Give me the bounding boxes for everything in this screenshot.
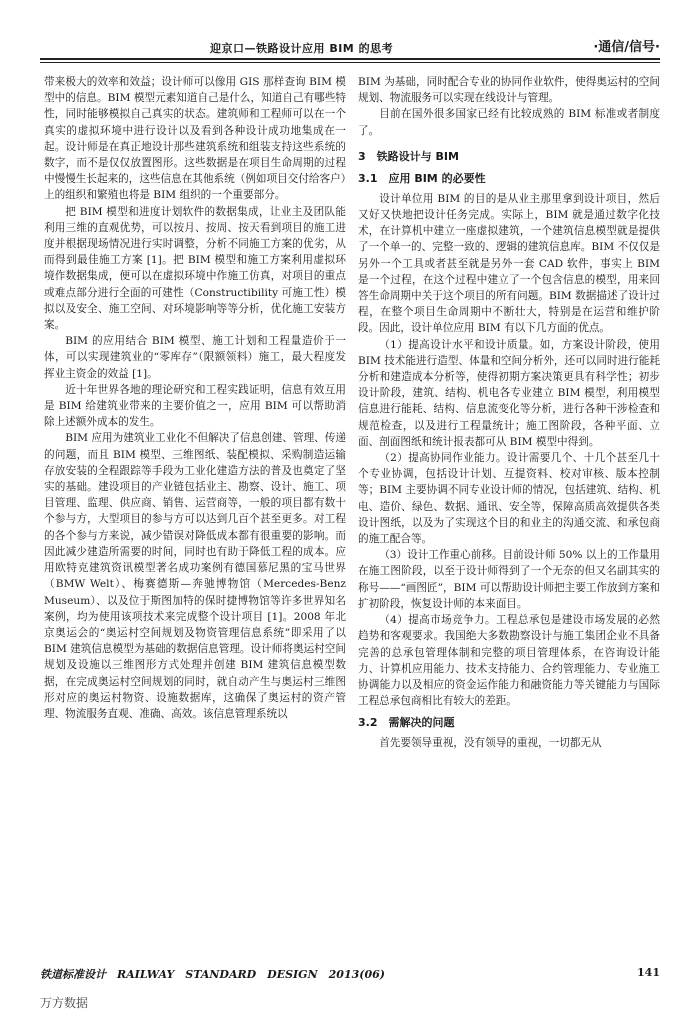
paragraph: BIM 应用为建筑业工业化不但解决了信息创建、管理、传递的问题，而且 BIM 模型、三维图纸、装配模拟、采购制造运输存放安装的全程跟踪等手段为工业化建造方法的普及也奠定了坚实的基础。建设项目的产业链包括业主、勘察、设计、施工、项目管理、监理、供应商、销售、运营商等，一般的项目都有数十个参与方，大型项目的参与方可以达到几百个甚至更多。对工程的各个参与方来说，减少错误对降低成本都有很重要的影响。而因此减少建造所需要的时间，同时也有助于降低工程的成本。应用欧特克建筑资讯模型著名成功案例有德国慕尼黑的宝马世界（BMW Welt）、梅赛德斯—奔驰博物馆（Mercedes-Benz Museum）、以及位于斯图加特的保时捷博物馆等许多世界知名案例，均为使用该项技术来完成整个设计项目 [1]。2008 年北京奥运会的“奥运村空间规划及物资管理信息系统”即采用了以 BIM 建筑信息模型为基础的数据信息管理。设计师将奥运村空间规划及设施以三维图形方式处理并创建 BIM 建筑信息模型数据，在完成奥运村空间规划的同时，就自动产生与奥运村三维图形对应的奥运村物资、设施数据库，这确保了奥运村的资产管理、物流服务直观、准确、高效。该信息管理系统以 [44,432,346,720]
watermark: 万方数据 [40,996,89,1010]
page-footer [40,966,660,984]
paragraph: （1）提高设计水平和设计质量。如，方案设计阶段，使用 BIM 技术能进行造型、体量和空间分析外，还可以同时进行能耗分析和建造成本分析等，使得初期方案决策更具有科学性；初步设计阶段，建筑、结构、机电各专业建立 BIM 模型，利用模型信息进行能耗、结构、信息流变化等分析，进行各种干涉检查和规范检查，以及进行工程量统计；施工图阶段，各种平面、立面、剖面图纸和统计报表都可从 BIM 模型中得到。 [358,338,660,448]
paragraph: （4）提高市场竞争力。工程总承包是建设市场发展的必然趋势和客观要求。我国绝大多数勘察设计与施工集团企业不具备完善的总承包管理体制和完整的项目管理体系，在咨询设计能力、计算机应用能力、技术支持能力、合约管理能力、专业施工协调能力以及相应的资金运作能力和融资能力等关键能力与国际工程总承包商相比有较大的差距。 [358,614,660,708]
paragraph: （2）提高协同作业能力。设计需要几个、十几个甚至几十个专业协调，包括设计计划、互提资料、校对审核、版本控制等；BIM 主要协调不同专业设计师的情况，包括建筑、结构、机电、造价、绿色、数据、通讯、安全等，保障高质高效提供各类设计图纸，以及为了实现这个目的和业主的沟通交流、和承包商的施工配合等。 [358,452,660,546]
paragraph: 带来极大的效率和效益；设计师可以像用 GIS 那样查询 BIM 模型中的信息。BIM 模型元素知道自己是什么，知道自己有哪些特性，同时能够模拟自己真实的状态。建筑师和工程师可以在一个真实的虚拟环境中进行设计以及看到各种设计成功地集成在一起。设计师是在真正地设计那些建筑系统和组装支持这些系统的数字，而不是仅仅放置图形。这些数据是在项目生命周期的过程中慢慢生长起来的，这些信息在其他系统（例如项目交付给客户）上的组织和繁殖也将是 BIM 组织的一个重要部分。 [44,76,346,202]
subsection-heading-3-1: 3.1 应用 BIM 的必要性 [358,171,486,185]
paragraph: 首先要领导重视，没有领导的重视，一切都无从 [379,737,602,750]
paragraph: BIM 的应用结合 BIM 模型、施工计划和工程量造价于一体，可以实现建筑业的“零库存”（限额领料）施工，最大程度发挥业主资金的效益 [1]。 [44,335,346,380]
journal-name: 铁道标准设计 RAILWAY STANDARD DESIGN 2013(06) [40,968,385,981]
header-rule-thick [40,58,660,60]
paragraph: 近十年世界各地的理论研究和工程实践证明，信息有效互用是 BIM 给建筑业带来的主要价值之一，应用 BIM 可以帮助消除上述额外成本的发生。 [44,383,346,429]
header-rule-thin [40,62,660,63]
paragraph: （3）设计工作重心前移。目前设计师 50% 以上的工作量用在施工图阶段，以至于设计师得到了一个无奈的但又名副其实的称号——“画图匠”，BIM 可以帮助设计师把主要工作放到方案和扩初阶段，恢复设计师的本来面目。 [358,549,660,610]
page-number: 141 [637,966,660,979]
subsection-heading-3-2: 3.2 需解决的问题 [358,716,455,730]
left-column [44,74,346,954]
paragraph: 把 BIM 模型和进度计划软件的数据集成，让业主及团队能利用三维的直观优势，可以按月、按周、按天看到项目的施工进度并根据现场情况进行实时调整，分析不同施工方案的优劣，从而得到最佳施工方案 [1]。把 BIM 模型和施工方案利用虚拟环境作数据集成，便可以在虚拟环境中作施工仿真，对项目的重点或难点部分进行全面的可建性（Constructibility 可施工性）模拟以及安全、施工空间、对环境影响等等分析，优化施工安装方案。 [44,205,346,332]
page-header [40,34,660,68]
section-heading-3: 3 铁路设计与 BIM [358,149,459,163]
right-column [358,74,660,954]
section-tag: ·通信/信号· [593,40,660,55]
paragraph: 设计单位用 BIM 的目的是从业主那里拿到设计项目，然后又好又快地把设计任务完成。实际上，BIM 就是通过数字化技术，在计算机中建立一座虚拟建筑，一个建筑信息模型就是提供了一个单一的、完整一致的、逻辑的建筑信息库。BIM 不仅仅是另外一个工具或者甚至就是另外一套 CAD 软件，事实上 BIM 是一个过程，在这个过程中建立了一个包含信息的模型，用来回答生命周期中关于这个项目的所有问题。BIM 数据描述了设计过程，在整个项目生命周期中不断壮大，特别是在运营和维护阶段。因此，设计单位应用 BIM 有以下几方面的优点。 [358,192,660,335]
running-title: 迎京口—铁路设计应用 BIM 的思考 [210,42,394,55]
paragraph: 目前在国外很多国家已经有比较成熟的 BIM 标准或者制度了。 [358,108,660,137]
paragraph: BIM 为基础，同时配合专业的协同作业软件，使得奥运村的空间规划、物流服务可以实现在线设计与管理。 [358,76,660,105]
